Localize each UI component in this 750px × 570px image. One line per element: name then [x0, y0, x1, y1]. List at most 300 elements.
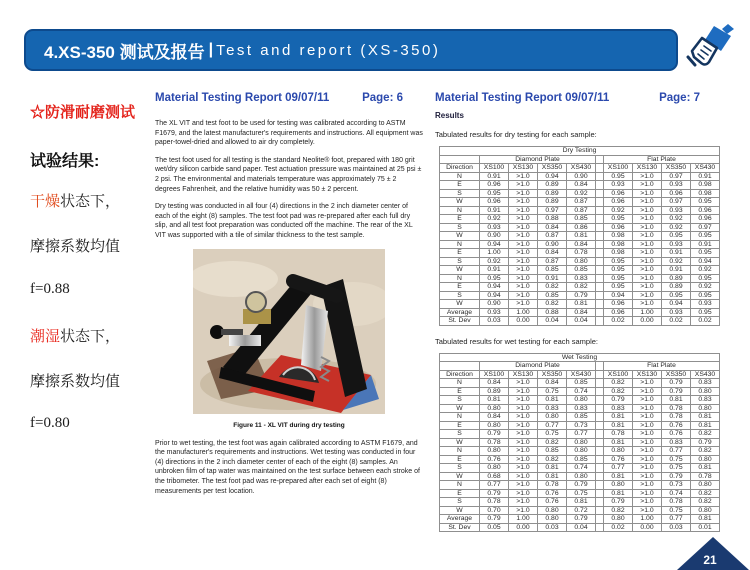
table-cell: 0.97 [691, 223, 720, 232]
table-cell: 0.83 [567, 404, 596, 413]
column-header-xs100-diamond: XS100 [480, 164, 509, 173]
table-cell: >1.0 [633, 404, 662, 413]
table-row [440, 413, 720, 422]
table-cell: >1.0 [633, 506, 662, 515]
table-cell: 0.82 [691, 447, 720, 456]
sidebar-line-friction-mean-dry: 摩擦系数均值 [30, 238, 121, 255]
table-row [440, 379, 720, 388]
table-cell: 0.82 [691, 489, 720, 498]
table-cell: >1.0 [633, 291, 662, 300]
table-row [440, 240, 720, 249]
table-cell: 0.78 [604, 430, 633, 439]
column-header-xs130-diamond: XS130 [509, 164, 538, 173]
table-cell: 0.96 [691, 206, 720, 215]
table-row [440, 430, 720, 439]
table-cell: >1.0 [633, 181, 662, 190]
table-cell: 0.83 [691, 396, 720, 405]
table-cell: 0.80 [567, 472, 596, 481]
table-cell: >1.0 [633, 481, 662, 490]
table-cell: 0.89 [538, 198, 567, 207]
table-cell: 0.97 [538, 206, 567, 215]
table-cell: 0.95 [691, 249, 720, 258]
table-cell: >1.0 [633, 240, 662, 249]
table-cell: 0.75 [662, 506, 691, 515]
table-cell: 1.00 [633, 515, 662, 524]
row-label: S [440, 189, 480, 198]
table-cell: 0.91 [480, 172, 509, 181]
row-label: S [440, 396, 480, 405]
table-cell: 0.85 [567, 455, 596, 464]
table-cell: 0.76 [662, 421, 691, 430]
table-cell: >1.0 [509, 430, 538, 439]
handshake-icon [686, 23, 736, 71]
table-cell: 0.74 [567, 464, 596, 473]
table-cell: 0.87 [567, 198, 596, 207]
table-cell: >1.0 [509, 300, 538, 309]
table-cell: 0.82 [691, 498, 720, 507]
table-cell: 0.03 [662, 523, 691, 532]
table-cell: 0.93 [691, 300, 720, 309]
table-cell: 0.96 [604, 223, 633, 232]
column-header-xs430-diamond: XS430 [567, 370, 596, 379]
page-number: 21 [703, 553, 717, 567]
header-title-cn: 4.XS-350 测试及报告 [44, 42, 205, 62]
table-cell: 0.81 [538, 472, 567, 481]
row-label: W [440, 472, 480, 481]
table-cell: >1.0 [633, 215, 662, 224]
table-cell: >1.0 [633, 396, 662, 405]
table-cell: 0.95 [662, 291, 691, 300]
table-row [440, 472, 720, 481]
table-cell: 0.79 [567, 291, 596, 300]
table-cell: 0.77 [480, 481, 509, 490]
table-cell: >1.0 [633, 464, 662, 473]
table-title: Wet Testing [440, 353, 720, 362]
table-cell: 0.80 [480, 421, 509, 430]
row-label: N [440, 379, 480, 388]
column-header-xs100-flat: XS100 [604, 164, 633, 173]
row-label: E [440, 387, 480, 396]
table-cell: 0.89 [662, 274, 691, 283]
table-cell: 0.96 [662, 189, 691, 198]
table-cell: 0.92 [604, 206, 633, 215]
table-cell: 0.85 [538, 291, 567, 300]
row-gap [596, 481, 604, 490]
row-label: Average [440, 308, 480, 317]
table-cell: 0.82 [567, 283, 596, 292]
wet-table-intro: Tabulated results for wet testing for each sample: [435, 336, 599, 346]
sidebar-line-dry-condition [30, 190, 160, 211]
row-label: W [440, 232, 480, 241]
row-label: St. Dev [440, 523, 480, 532]
table-cell: 0.78 [662, 404, 691, 413]
row-gap [596, 317, 604, 326]
table-cell: 0.82 [538, 300, 567, 309]
table-cell: >1.0 [509, 379, 538, 388]
dry-testing-table [439, 146, 720, 326]
table-cell: >1.0 [509, 274, 538, 283]
row-gap [596, 447, 604, 456]
header-gap [596, 164, 604, 173]
table-cell: 0.80 [604, 481, 633, 490]
table-cell: 0.81 [567, 498, 596, 507]
table-cell: >1.0 [633, 266, 662, 275]
table-cell: 0.78 [662, 498, 691, 507]
table-row [440, 266, 720, 275]
table-cell: 0.84 [538, 249, 567, 258]
table-cell: 0.90 [567, 172, 596, 181]
table-cell: 0.80 [480, 404, 509, 413]
table-cell: 0.68 [480, 472, 509, 481]
row-gap [596, 198, 604, 207]
table-cell: 0.78 [662, 413, 691, 422]
table-cell: >1.0 [509, 489, 538, 498]
table-cell: 0.92 [662, 257, 691, 266]
row-gap [596, 181, 604, 190]
table-cell: 0.85 [567, 379, 596, 388]
table-cell: >1.0 [509, 198, 538, 207]
row-gap [596, 489, 604, 498]
page-number-triangle [677, 537, 749, 570]
table-cell: 0.87 [538, 232, 567, 241]
table-cell: 0.02 [662, 317, 691, 326]
report-page-6 [155, 92, 423, 504]
table-row [440, 455, 720, 464]
table-row [440, 506, 720, 515]
page7-title: Material Testing Report 09/07/11 [435, 92, 610, 104]
row-label: N [440, 413, 480, 422]
table-cell: 0.85 [567, 413, 596, 422]
table-cell: >1.0 [509, 413, 538, 422]
table-cell: 0.75 [538, 387, 567, 396]
row-gap [596, 379, 604, 388]
table-cell: 0.85 [567, 266, 596, 275]
table-row [440, 464, 720, 473]
table-cell: >1.0 [509, 257, 538, 266]
page7-page-label: Page: 7 [659, 92, 700, 104]
table-cell: 0.02 [604, 317, 633, 326]
table-cell: >1.0 [509, 181, 538, 190]
table-cell: 0.89 [662, 283, 691, 292]
table-cell: 0.80 [691, 506, 720, 515]
table-cell: 0.75 [538, 430, 567, 439]
row-label: W [440, 266, 480, 275]
table-cell: 0.81 [662, 396, 691, 405]
group-header-diamond-plate: Diamond Plate [480, 155, 596, 164]
table-cell: 0.83 [567, 274, 596, 283]
table-cell: 0.88 [538, 308, 567, 317]
table-cell: 0.86 [567, 223, 596, 232]
dry-testing-table-host [435, 146, 747, 326]
table-cell: >1.0 [633, 249, 662, 258]
table-cell: 0.81 [604, 438, 633, 447]
table-row [440, 274, 720, 283]
row-label: E [440, 181, 480, 190]
table-cell: >1.0 [633, 283, 662, 292]
table-cell: 0.93 [604, 181, 633, 190]
table-cell: 0.91 [662, 266, 691, 275]
table-cell: >1.0 [633, 257, 662, 266]
table-cell: 0.87 [567, 206, 596, 215]
column-header-xs430-diamond: XS430 [567, 164, 596, 173]
table-cell: 0.01 [691, 523, 720, 532]
table-cell: 0.81 [604, 413, 633, 422]
table-cell: 0.94 [480, 283, 509, 292]
row-gap [596, 396, 604, 405]
table-cell: 0.85 [567, 215, 596, 224]
table-row [440, 189, 720, 198]
page6-page-label: Page: 6 [362, 92, 403, 104]
row-label: St. Dev [440, 317, 480, 326]
table-row [440, 232, 720, 241]
page6-paragraph-2: The test foot used for all testing is the standard Neolite® foot, prepared with 180 grit wet/dry silicon carbide sand paper. Test actuation pressure was maintained at 25 psi ± 2 psi. The environmental and materials temperature was approximately 75 ± 2 degrees Fahrenheit, and the relative humidity was 50 ± 2 percent. [155, 156, 422, 193]
table-cell: >1.0 [633, 421, 662, 430]
row-label: E [440, 489, 480, 498]
table-cell: 0.90 [480, 232, 509, 241]
column-header-xs130-diamond: XS130 [509, 370, 538, 379]
table-cell: 0.00 [509, 317, 538, 326]
wet-testing-table-host [435, 353, 747, 533]
table-cell: >1.0 [509, 438, 538, 447]
table-cell: 0.95 [604, 172, 633, 181]
table-cell: 0.83 [538, 404, 567, 413]
sidebar-value-f-wet: f=0.80 [30, 415, 70, 431]
row-label: E [440, 249, 480, 258]
table-row [440, 438, 720, 447]
table-cell: 0.81 [691, 421, 720, 430]
table-cell: >1.0 [509, 266, 538, 275]
row-gap [596, 472, 604, 481]
table-row [440, 172, 720, 181]
table-cell: 0.92 [480, 257, 509, 266]
table-cell: 0.82 [538, 438, 567, 447]
table-cell: 0.84 [567, 240, 596, 249]
table-cell: 1.00 [633, 308, 662, 317]
table-cell: >1.0 [633, 447, 662, 456]
group-header-flat-plate: Flat Plate [604, 362, 720, 371]
group-gap [596, 362, 604, 371]
table-cell: 0.98 [604, 240, 633, 249]
row-gap [596, 438, 604, 447]
table-row [440, 257, 720, 266]
table-cell: 0.95 [691, 291, 720, 300]
table-cell: >1.0 [633, 274, 662, 283]
table-cell: 1.00 [480, 249, 509, 258]
table-cell: 0.79 [604, 498, 633, 507]
row-label: W [440, 198, 480, 207]
table-cell: 0.95 [691, 274, 720, 283]
table-row [440, 404, 720, 413]
table-cell: >1.0 [633, 387, 662, 396]
row-label: E [440, 215, 480, 224]
table-cell: 0.92 [662, 215, 691, 224]
table-cell: 0.97 [662, 172, 691, 181]
table-cell: 0.84 [538, 223, 567, 232]
table-cell: 0.95 [604, 266, 633, 275]
table-row [440, 387, 720, 396]
column-header-xs430-flat: XS430 [691, 370, 720, 379]
page6-header-row [155, 92, 403, 104]
table-cell: 0.80 [691, 455, 720, 464]
table-cell: 0.98 [691, 181, 720, 190]
table-cell: 0.81 [538, 464, 567, 473]
table-cell: >1.0 [509, 240, 538, 249]
column-header-xs350-flat: XS350 [662, 164, 691, 173]
table-cell: 0.80 [567, 447, 596, 456]
table-cell: 0.91 [480, 206, 509, 215]
table-cell: 0.83 [691, 379, 720, 388]
table-cell: 0.85 [538, 447, 567, 456]
report-page-7 [435, 92, 747, 532]
table-cell: >1.0 [509, 206, 538, 215]
table-cell: 1.00 [509, 308, 538, 317]
table-cell: 0.82 [538, 283, 567, 292]
table-cell: 0.82 [604, 506, 633, 515]
table-cell: >1.0 [509, 506, 538, 515]
table-cell: 0.81 [480, 396, 509, 405]
table-cell: 0.77 [538, 421, 567, 430]
column-header-xs350-flat: XS350 [662, 370, 691, 379]
table-cell: 0.70 [480, 506, 509, 515]
sidebar-value-f-dry: f=0.88 [30, 281, 70, 297]
table-cell: 0.77 [662, 447, 691, 456]
table-cell: 0.80 [538, 413, 567, 422]
table-cell: 0.80 [567, 257, 596, 266]
table-cell: >1.0 [509, 421, 538, 430]
sidebar-heading-antislip-test: ☆防滑耐磨测试 [30, 104, 136, 121]
table-cell: 0.97 [662, 198, 691, 207]
table-cell: 0.84 [538, 379, 567, 388]
table-cell: 0.81 [604, 421, 633, 430]
table-cell: >1.0 [633, 489, 662, 498]
table-cell: 0.78 [691, 472, 720, 481]
row-label: N [440, 206, 480, 215]
table-cell: 0.81 [604, 489, 633, 498]
row-label: S [440, 257, 480, 266]
table-row [440, 421, 720, 430]
table-cell: 0.96 [480, 198, 509, 207]
table-cell: >1.0 [509, 455, 538, 464]
table-cell: 0.96 [604, 198, 633, 207]
table-cell: 0.91 [538, 274, 567, 283]
row-label: W [440, 300, 480, 309]
table-cell: 0.82 [604, 387, 633, 396]
tribometer-photo [193, 249, 385, 414]
table-cell: 1.00 [509, 515, 538, 524]
table-cell: >1.0 [633, 379, 662, 388]
table-row [440, 215, 720, 224]
sidebar-heading-test-results: 试验结果: [30, 153, 100, 170]
table-cell: >1.0 [509, 172, 538, 181]
table-cell: >1.0 [633, 223, 662, 232]
table-cell: >1.0 [509, 472, 538, 481]
table-cell: 0.93 [480, 308, 509, 317]
table-cell: 0.78 [480, 498, 509, 507]
table-cell: 0.88 [538, 215, 567, 224]
figure-11 [193, 249, 385, 429]
row-gap [596, 249, 604, 258]
table-row [440, 181, 720, 190]
table-cell: 0.00 [509, 523, 538, 532]
wet-testing-table [439, 353, 720, 533]
column-header-direction: Direction [440, 370, 480, 379]
table-cell: 0.81 [691, 413, 720, 422]
row-gap [596, 523, 604, 532]
table-cell: 0.92 [691, 266, 720, 275]
row-gap [596, 387, 604, 396]
table-cell: 0.82 [604, 379, 633, 388]
column-header-xs350-diamond: XS350 [538, 164, 567, 173]
table-cell: 0.84 [480, 413, 509, 422]
table-cell: 0.95 [604, 274, 633, 283]
table-cell: >1.0 [633, 472, 662, 481]
row-gap [596, 464, 604, 473]
sidebar-dry-rest: 状态下， [60, 193, 121, 210]
table-cell: 0.95 [662, 232, 691, 241]
table-cell: 0.73 [567, 421, 596, 430]
table-cell: 0.02 [691, 317, 720, 326]
table-cell: 0.74 [567, 387, 596, 396]
table-cell: 0.74 [662, 489, 691, 498]
table-cell: 0.95 [604, 215, 633, 224]
table-cell: 0.96 [604, 308, 633, 317]
table-cell: 0.93 [662, 240, 691, 249]
column-header-xs430-flat: XS430 [691, 164, 720, 173]
table-cell: 0.02 [604, 523, 633, 532]
table-cell: 0.81 [567, 300, 596, 309]
table-row [440, 447, 720, 456]
table-cell: 0.73 [662, 481, 691, 490]
table-cell: 0.04 [567, 523, 596, 532]
table-cell: 0.93 [662, 206, 691, 215]
dry-table-intro: Tabulated results for dry testing for each sample: [435, 130, 597, 139]
row-gap [596, 455, 604, 464]
table-cell: 0.84 [567, 308, 596, 317]
table-cell: 0.79 [662, 379, 691, 388]
table-cell: 0.85 [538, 266, 567, 275]
table-cell: >1.0 [633, 438, 662, 447]
table-cell: 0.92 [691, 283, 720, 292]
table-cell: 0.89 [538, 181, 567, 190]
table-cell: 0.84 [567, 181, 596, 190]
table-cell: 0.96 [480, 181, 509, 190]
table-row [440, 249, 720, 258]
column-header-direction: Direction [440, 164, 480, 173]
table-cell: 0.79 [567, 481, 596, 490]
row-label: S [440, 223, 480, 232]
table-row [440, 481, 720, 490]
table-cell: 0.82 [691, 430, 720, 439]
table-cell: 0.79 [567, 515, 596, 524]
table-cell: >1.0 [509, 498, 538, 507]
header-banner [24, 29, 678, 71]
table-cell: 0.03 [538, 523, 567, 532]
table-cell: 0.79 [480, 489, 509, 498]
table-cell: 0.77 [604, 464, 633, 473]
table-cell: 0.79 [662, 387, 691, 396]
row-gap [596, 223, 604, 232]
table-cell: 0.76 [538, 489, 567, 498]
row-label: N [440, 447, 480, 456]
header-title-en: Test and report (XS-350) [216, 41, 441, 59]
table-cell: 0.92 [567, 189, 596, 198]
row-gap [596, 404, 604, 413]
table-cell: 0.94 [662, 300, 691, 309]
table-cell: >1.0 [633, 455, 662, 464]
row-label: S [440, 430, 480, 439]
table-cell: 0.92 [480, 215, 509, 224]
table-cell: 0.96 [604, 300, 633, 309]
